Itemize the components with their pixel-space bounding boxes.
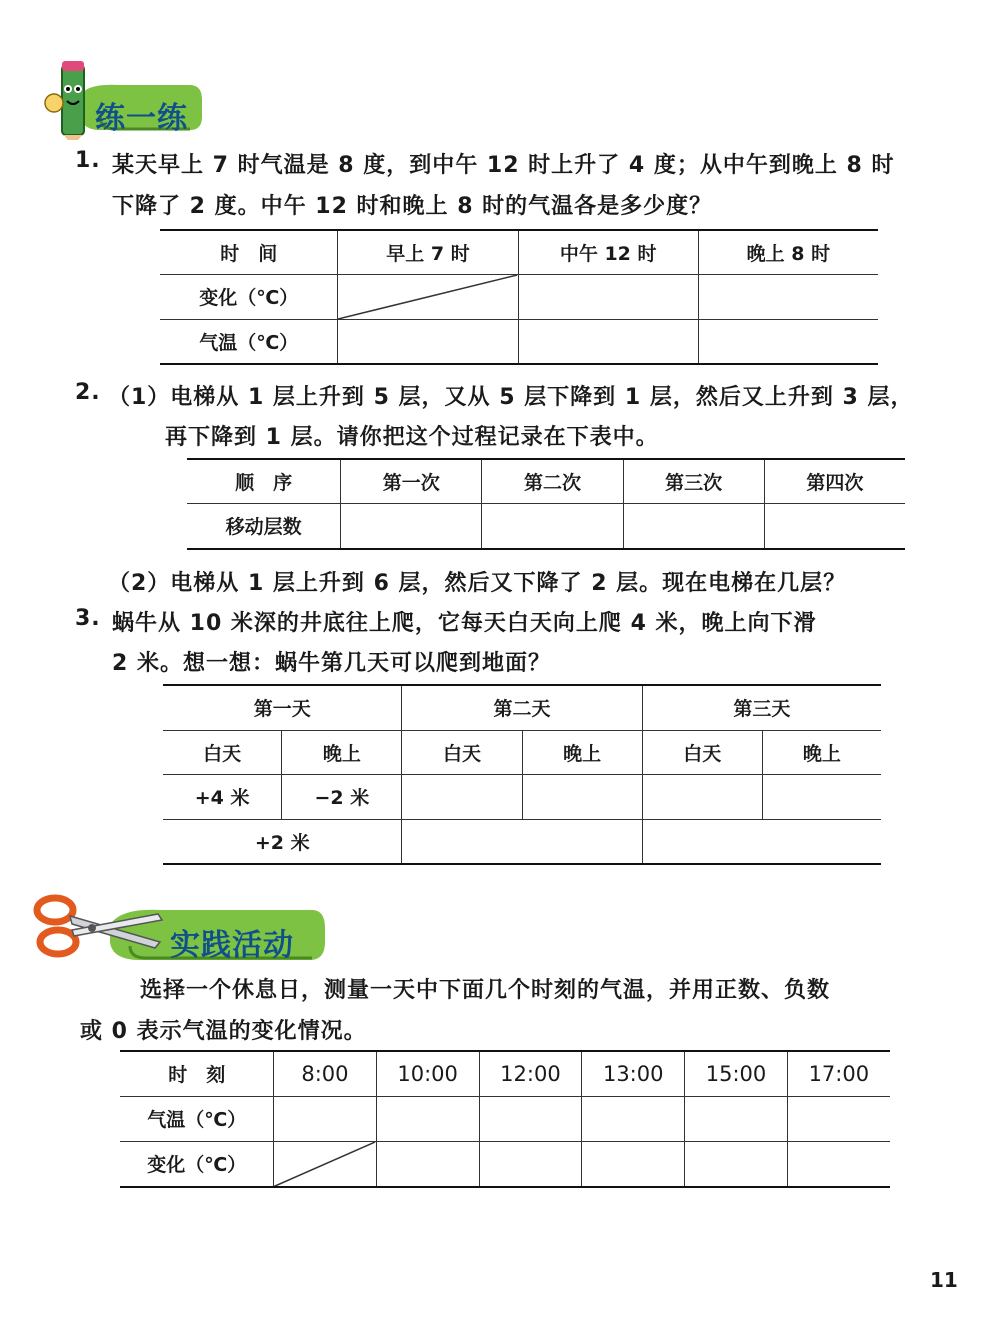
q3-table bbox=[163, 684, 881, 865]
q3-subheader-daytime: 白天 bbox=[402, 730, 522, 774]
q1-cell-answer[interactable] bbox=[518, 319, 698, 364]
q2-header-fourth: 第四次 bbox=[764, 459, 905, 503]
q3-cell-day1-daytime: +4 米 bbox=[163, 774, 282, 819]
activity-banner-title: 实践活动 bbox=[170, 928, 294, 963]
q3-subheader-night: 晚上 bbox=[522, 730, 642, 774]
q3-header-day3: 第三天 bbox=[642, 685, 881, 730]
activity-table bbox=[120, 1050, 890, 1188]
activity-header-1500: 15:00 bbox=[685, 1051, 787, 1096]
activity-cell-answer[interactable] bbox=[479, 1141, 581, 1187]
q3-number: 3. bbox=[75, 606, 101, 631]
q3-subheader-daytime: 白天 bbox=[642, 730, 762, 774]
activity-cell-answer[interactable] bbox=[787, 1141, 890, 1187]
activity-cell-answer[interactable] bbox=[376, 1096, 479, 1141]
q2-header-first: 第一次 bbox=[341, 459, 482, 503]
q2-header-second: 第二次 bbox=[482, 459, 623, 503]
activity-cell-answer[interactable] bbox=[685, 1141, 787, 1187]
activity-header-time: 时 刻 bbox=[120, 1051, 274, 1096]
q3-cell-answer[interactable] bbox=[402, 774, 522, 819]
q3-cell-answer[interactable] bbox=[642, 774, 762, 819]
activity-line2: 或 0 表示气温的变化情况。 bbox=[80, 1019, 367, 1044]
activity-banner bbox=[30, 880, 330, 975]
q3-line2: 2 米。想一想：蜗牛第几天可以爬到地面？ bbox=[112, 651, 551, 676]
q2-table bbox=[187, 458, 905, 550]
q1-cell-answer[interactable] bbox=[698, 319, 878, 364]
q2-part2: （2）电梯从 1 层上升到 6 层，然后又下降了 2 层。现在电梯在几层？ bbox=[108, 571, 847, 596]
activity-header-1300: 13:00 bbox=[582, 1051, 685, 1096]
activity-cell-answer[interactable] bbox=[376, 1141, 479, 1187]
activity-header-1200: 12:00 bbox=[479, 1051, 581, 1096]
practice-banner-title: 练一练 bbox=[95, 101, 188, 136]
q3-subheader-daytime: 白天 bbox=[163, 730, 282, 774]
activity-line1: 选择一个休息日，测量一天中下面几个时刻的气温，并用正数、负数 bbox=[140, 978, 831, 1003]
activity-cell-answer[interactable] bbox=[274, 1096, 376, 1141]
q3-cell-answer[interactable] bbox=[522, 774, 642, 819]
q1-row-change-label: 变化（℃） bbox=[160, 274, 338, 319]
q3-cell-day1-night: −2 米 bbox=[282, 774, 402, 819]
q1-cell-answer[interactable] bbox=[338, 319, 518, 364]
activity-cell-diagonal bbox=[274, 1141, 376, 1187]
practice-banner bbox=[40, 55, 210, 140]
q2-cell-answer[interactable] bbox=[764, 503, 905, 549]
q3-subheader-night: 晚上 bbox=[282, 730, 402, 774]
activity-header-1700: 17:00 bbox=[787, 1051, 890, 1096]
q2-row-floors-label: 移动层数 bbox=[187, 503, 341, 549]
activity-header-1000: 10:00 bbox=[376, 1051, 479, 1096]
q2-part1-line1: （1）电梯从 1 层上升到 5 层，又从 5 层下降到 1 层，然后又上升到 3 层， bbox=[108, 385, 914, 410]
q2-header-third: 第三次 bbox=[623, 459, 764, 503]
activity-cell-answer[interactable] bbox=[582, 1096, 685, 1141]
q1-cell-answer[interactable] bbox=[698, 274, 878, 319]
activity-cell-answer[interactable] bbox=[685, 1096, 787, 1141]
q1-header-8pm: 晚上 8 时 bbox=[698, 230, 878, 274]
q3-subheader-night: 晚上 bbox=[762, 730, 881, 774]
q1-number: 1. bbox=[75, 148, 101, 173]
q1-row-temp-label: 气温（℃） bbox=[160, 319, 338, 364]
q1-header-time: 时 间 bbox=[160, 230, 338, 274]
diagonal-slash bbox=[274, 1142, 375, 1187]
activity-row-change-label: 变化（℃） bbox=[120, 1141, 274, 1187]
q3-header-day1: 第一天 bbox=[163, 685, 402, 730]
q3-cell-day1-net: +2 米 bbox=[163, 819, 402, 864]
q1-line1: 某天早上 7 时气温是 8 度，到中午 12 时上升了 4 度；从中午到晚上 8 时 bbox=[112, 153, 895, 178]
q1-cell-diagonal bbox=[338, 274, 518, 319]
q1-cell-answer[interactable] bbox=[518, 274, 698, 319]
q3-cell-answer[interactable] bbox=[642, 819, 881, 864]
activity-header-0800: 8:00 bbox=[274, 1051, 376, 1096]
q3-line1: 蜗牛从 10 米深的井底往上爬，它每天白天向上爬 4 米，晚上向下滑 bbox=[112, 611, 817, 636]
page-number: 11 bbox=[930, 1268, 958, 1292]
q2-cell-answer[interactable] bbox=[623, 503, 764, 549]
activity-row-temp-label: 气温（℃） bbox=[120, 1096, 274, 1141]
q2-cell-answer[interactable] bbox=[482, 503, 623, 549]
q2-cell-answer[interactable] bbox=[341, 503, 482, 549]
q1-table bbox=[160, 229, 878, 365]
q3-cell-answer[interactable] bbox=[402, 819, 642, 864]
q1-line2: 下降了 2 度。中午 12 时和晚上 8 时的气温各是多少度？ bbox=[112, 194, 713, 219]
q3-cell-answer[interactable] bbox=[762, 774, 881, 819]
q1-header-7am: 早上 7 时 bbox=[338, 230, 518, 274]
q3-header-day2: 第二天 bbox=[402, 685, 642, 730]
activity-cell-answer[interactable] bbox=[787, 1096, 890, 1141]
q2-number: 2. bbox=[75, 380, 101, 405]
q2-part1-line2: 再下降到 1 层。请你把这个过程记录在下表中。 bbox=[165, 425, 659, 450]
diagonal-slash bbox=[338, 275, 517, 319]
q1-header-noon: 中午 12 时 bbox=[518, 230, 698, 274]
activity-cell-answer[interactable] bbox=[479, 1096, 581, 1141]
q2-header-order: 顺 序 bbox=[187, 459, 341, 503]
activity-cell-answer[interactable] bbox=[582, 1141, 685, 1187]
